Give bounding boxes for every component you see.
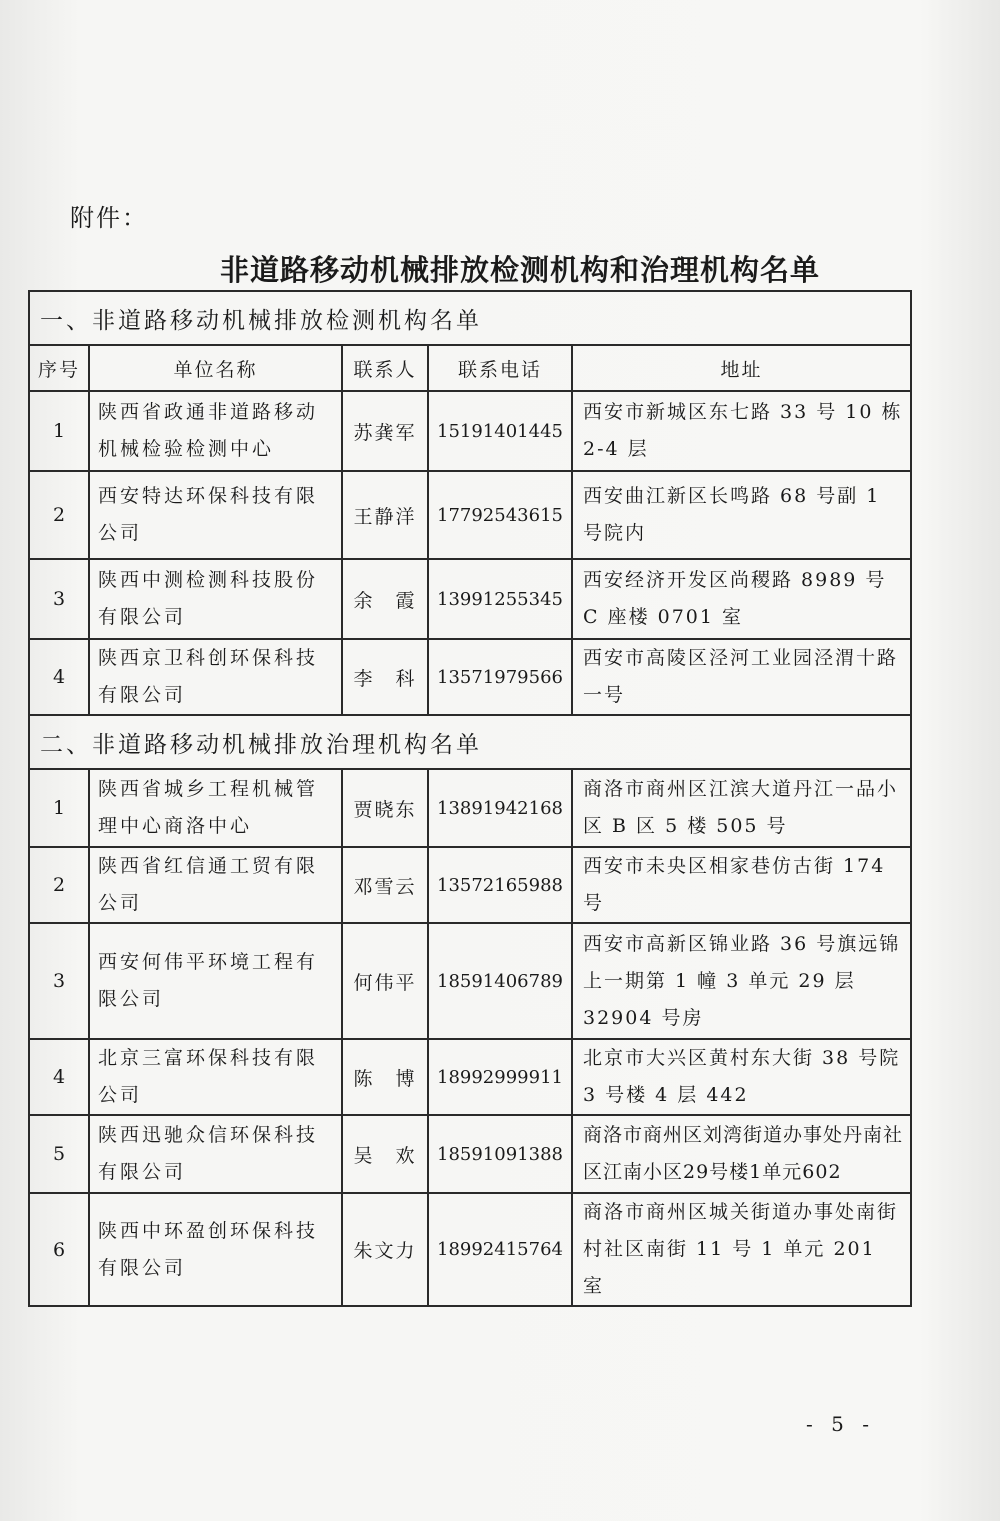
unit-name: 陕西省红信通工贸有限公司 (89, 847, 342, 923)
unit-name: 陕西中环盈创环保科技有限公司 (89, 1193, 342, 1306)
phone-number: 13891942168 (428, 769, 572, 847)
address: 西安市高新区锦业路 36 号旗远锦上一期第 1 幢 3 单元 29 层 32904 号房 (572, 923, 911, 1039)
phone-number: 15191401445 (428, 391, 572, 471)
contact-person: 邓雪云 (342, 847, 428, 923)
header-phone: 联系电话 (428, 345, 572, 391)
table-row (29, 1193, 911, 1306)
contact-person: 王静洋 (342, 471, 428, 559)
row-no: 1 (29, 391, 89, 471)
address: 西安曲江新区长鸣路 68 号副 1 号院内 (572, 471, 911, 559)
address: 商洛市商州区刘湾街道办事处丹南社区江南小区29号楼1单元602 (572, 1115, 911, 1193)
section-header-treatment (29, 715, 911, 769)
phone-number: 18992999911 (428, 1039, 572, 1115)
table-row (29, 639, 911, 715)
row-no: 4 (29, 639, 89, 715)
section-header-testing (29, 291, 911, 345)
contact-person: 余 霞 (342, 559, 428, 639)
phone-number: 18591406789 (428, 923, 572, 1039)
row-no: 3 (29, 559, 89, 639)
header-no: 序号 (29, 345, 89, 391)
address: 西安经济开发区尚稷路 8989 号 C 座楼 0701 室 (572, 559, 911, 639)
table-row (29, 471, 911, 559)
unit-name: 陕西迅驰众信环保科技有限公司 (89, 1115, 342, 1193)
section-title: 二、非道路移动机械排放治理机构名单 (29, 715, 911, 769)
unit-name: 陕西省城乡工程机械管理中心商洛中心 (89, 769, 342, 847)
section-title: 一、非道路移动机械排放检测机构名单 (29, 291, 911, 345)
page-number: - 5 - (806, 1412, 875, 1436)
table-row (29, 391, 911, 471)
address: 西安市高陵区泾河工业园泾渭十路一号 (572, 639, 911, 715)
table-row (29, 847, 911, 923)
unit-name: 陕西中测检测科技股份有限公司 (89, 559, 342, 639)
row-no: 6 (29, 1193, 89, 1306)
document-title: 非道路移动机械排放检测机构和治理机构名单 (219, 253, 820, 287)
row-no: 5 (29, 1115, 89, 1193)
unit-name: 陕西京卫科创环保科技有限公司 (89, 639, 342, 715)
unit-name: 西安特达环保科技有限公司 (89, 471, 342, 559)
table-row (29, 923, 911, 1039)
row-no: 4 (29, 1039, 89, 1115)
contact-person: 李 科 (342, 639, 428, 715)
phone-number: 13572165988 (428, 847, 572, 923)
contact-person: 吴 欢 (342, 1115, 428, 1193)
contact-person: 苏龚军 (342, 391, 428, 471)
contact-person: 贾晓东 (342, 769, 428, 847)
row-no: 1 (29, 769, 89, 847)
header-unit-name: 单位名称 (89, 345, 342, 391)
unit-name: 西安何伟平环境工程有限公司 (89, 923, 342, 1039)
address: 北京市大兴区黄村东大街 38 号院 3 号楼 4 层 442 (572, 1039, 911, 1115)
row-no: 2 (29, 847, 89, 923)
unit-name: 陕西省政通非道路移动机械检验检测中心 (89, 391, 342, 471)
phone-number: 13991255345 (428, 559, 572, 639)
address: 商洛市商州区城关街道办事处南街村社区南街 11 号 1 单元 201 室 (572, 1193, 911, 1306)
address: 西安市未央区相家巷仿古街 174 号 (572, 847, 911, 923)
contact-person: 何伟平 (342, 923, 428, 1039)
header-address: 地址 (572, 345, 911, 391)
table-row (29, 1039, 911, 1115)
phone-number: 18591091388 (428, 1115, 572, 1193)
table-row (29, 769, 911, 847)
header-contact: 联系人 (342, 345, 428, 391)
unit-name: 北京三富环保科技有限公司 (89, 1039, 342, 1115)
phone-number: 18992415764 (428, 1193, 572, 1306)
row-no: 3 (29, 923, 89, 1039)
attachment-label: 附件： (70, 204, 148, 232)
table-row (29, 1115, 911, 1193)
phone-number: 13571979566 (428, 639, 572, 715)
institution-table (28, 290, 912, 1307)
address: 商洛市商州区江滨大道丹江一品小区 B 区 5 楼 505 号 (572, 769, 911, 847)
phone-number: 17792543615 (428, 471, 572, 559)
contact-person: 朱文力 (342, 1193, 428, 1306)
contact-person: 陈 博 (342, 1039, 428, 1115)
table-header-row (29, 345, 911, 391)
table-row (29, 559, 911, 639)
address: 西安市新城区东七路 33 号 10 栋 2-4 层 (572, 391, 911, 471)
row-no: 2 (29, 471, 89, 559)
